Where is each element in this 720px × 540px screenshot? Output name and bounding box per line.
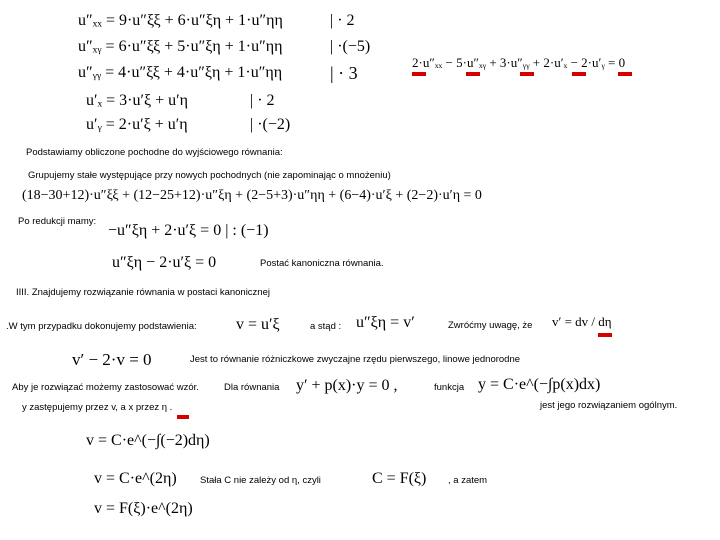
canonical-label: Postać kanoniczna równania. bbox=[260, 258, 384, 269]
system-mult-4: | · 2 bbox=[250, 92, 275, 109]
text-in-this-case: .W tym przypadku dokonujemy podstawienia: bbox=[6, 321, 197, 332]
hence-equation: u″ξη = v′ bbox=[356, 314, 415, 331]
text-substitute: Podstawiamy obliczone pochodne do wyjściowego równania: bbox=[26, 147, 283, 158]
highlight-mark bbox=[598, 333, 612, 337]
text-thus: , a zatem bbox=[448, 475, 488, 486]
solution-step-2: v = C·e^(2η) bbox=[94, 470, 177, 487]
constant-equation: C = F(ξ) bbox=[372, 470, 427, 487]
text-general-solution: jest jego rozwiązaniem ogólnym. bbox=[540, 400, 678, 411]
text-replace: y zastępujemy przez v, a x przez η . bbox=[22, 402, 173, 413]
system-eq-4: u′ₓ = 3·u′ξ + u′η bbox=[86, 92, 189, 109]
system-eq-2: u″ₓᵧ = 6·u″ξξ + 5·u″ξη + 1·u″ηη bbox=[78, 38, 283, 55]
canonical-equation: u″ξη − 2·u′ξ = 0 bbox=[112, 254, 217, 271]
system-mult-2: | ·(−5) bbox=[330, 38, 371, 55]
formula: y = C·e^(−∫p(x)dx) bbox=[478, 376, 601, 393]
highlight-mark bbox=[520, 72, 534, 76]
ode-description: Jest to równanie różniczkowe zwyczajne rzędu pierwszego, linowe jednorodne bbox=[190, 354, 521, 365]
highlight-mark bbox=[412, 72, 426, 76]
highlight-mark bbox=[572, 72, 586, 76]
original-equation: 2·u″ₓₓ − 5·u″ₓᵧ + 3·u″ᵧᵧ + 2·u′ₓ − 2·u′ᵧ = 0 bbox=[412, 55, 626, 70]
reduced-equation: −u″ξη + 2·u′ξ = 0 | : (−1) bbox=[108, 222, 269, 239]
general-equation: y′ + p(x)·y = 0 , bbox=[296, 377, 398, 394]
system-eq-5: u′ᵧ = 2·u′ξ + u′η bbox=[86, 116, 188, 133]
system-mult-5: | ·(−2) bbox=[250, 116, 291, 133]
highlight-mark bbox=[177, 415, 189, 419]
highlight-mark bbox=[618, 72, 632, 76]
highlight-mark bbox=[466, 72, 480, 76]
grouped-equation: (18−30+12)·u″ξξ + (12−25+12)·u″ξη + (2−5+3)·u″ηη + (6−4)·u′ξ + (2−2)·u′η = 0 bbox=[22, 188, 482, 203]
text-group: Grupujemy stałe występujące przy nowych pochodnych (nie zapominając o mnożeniu) bbox=[28, 170, 391, 181]
system-eq-1: u″ₓₓ = 9·u″ξξ + 6·u″ξη + 1·u″ηη bbox=[78, 12, 283, 29]
system-mult-3: | · 3 bbox=[330, 63, 358, 83]
system-eq-3: u″ᵧᵧ = 4·u″ξξ + 4·u″ξη + 1·u″ηη bbox=[78, 64, 283, 81]
text-for-equation: Dla równania bbox=[224, 382, 280, 393]
text-after-reduction: Po redukcji mamy: bbox=[18, 216, 97, 227]
note-equation: v′ = dv / dη bbox=[552, 314, 612, 329]
text-hence: a stąd : bbox=[310, 321, 342, 332]
text-note: Zwróćmy uwagę, że bbox=[448, 320, 533, 331]
substitution-equation: v = u′ξ bbox=[236, 316, 280, 333]
solution-step-3: v = F(ξ)·e^(2η) bbox=[94, 500, 193, 517]
text-constant-note: Stała C nie zależy od η, czyli bbox=[200, 475, 321, 486]
text-to-solve: Aby je rozwiązać możemy zastosować wzór. bbox=[12, 382, 199, 393]
text-function: funkcja bbox=[434, 382, 465, 393]
system-mult-1: | · 2 bbox=[330, 12, 355, 29]
solution-step-1: v = C·e^(−∫(−2)dη) bbox=[86, 432, 210, 449]
section-heading: IIII. Znajdujemy rozwiązanie równania w postaci kanonicznej bbox=[16, 287, 270, 298]
ode-equation: v′ − 2·v = 0 bbox=[72, 350, 152, 369]
